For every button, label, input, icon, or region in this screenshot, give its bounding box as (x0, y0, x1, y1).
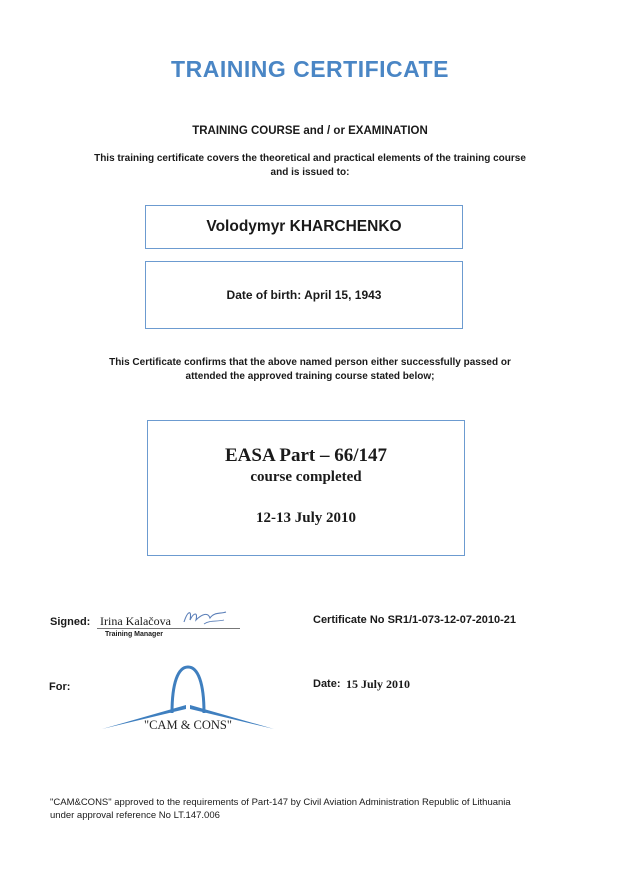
signer-role: Training Manager (105, 631, 163, 638)
footer-line-2: under approval reference No LT.147.006 (50, 810, 220, 821)
handwritten-signature (180, 606, 230, 628)
course-dates: 12-13 July 2010 (255, 510, 356, 526)
confirmation-line-1: This Certificate confirms that the above named person either successfully passed or (109, 357, 511, 368)
issue-date: 15 July 2010 (346, 677, 411, 691)
certificate-title: TRAINING CERTIFICATE (171, 56, 449, 82)
confirmation-text (0, 356, 620, 384)
signer-name: Irina Kalačova (100, 614, 171, 628)
issue-date-label: Date: (313, 678, 341, 690)
date-of-birth: Date of birth: April 15, 1943 (226, 288, 382, 302)
recipient-name-box (145, 205, 463, 249)
certificate-number: Certificate No SR1/1-073-12-07-2010-21 (313, 614, 516, 626)
course-box (147, 420, 465, 556)
for-label: For: (49, 681, 71, 693)
recipient-name: Volodymyr KHARCHENKO (206, 218, 402, 235)
intro-text (0, 152, 620, 180)
course-status: course completed (250, 469, 362, 485)
intro-line-1: This training certificate covers the theoretical and practical elements of the training course (94, 153, 526, 164)
confirmation-line-2: attended the approved training course stated below; (185, 371, 435, 382)
certificate-subtitle: TRAINING COURSE and / or EXAMINATION (192, 125, 428, 137)
approval-footer (50, 796, 511, 822)
course-title: EASA Part – 66/147 (224, 445, 388, 466)
organization-name: "CAM & CONS" (143, 718, 232, 732)
signature-line (97, 628, 240, 629)
footer-line-1: "CAM&CONS" approved to the requirements of Part-147 by Civil Aviation Administration Republic of Lithuania (50, 797, 511, 808)
intro-line-2: and is issued to: (270, 167, 350, 178)
signed-label: Signed: (50, 616, 91, 628)
date-of-birth-box (145, 261, 463, 329)
